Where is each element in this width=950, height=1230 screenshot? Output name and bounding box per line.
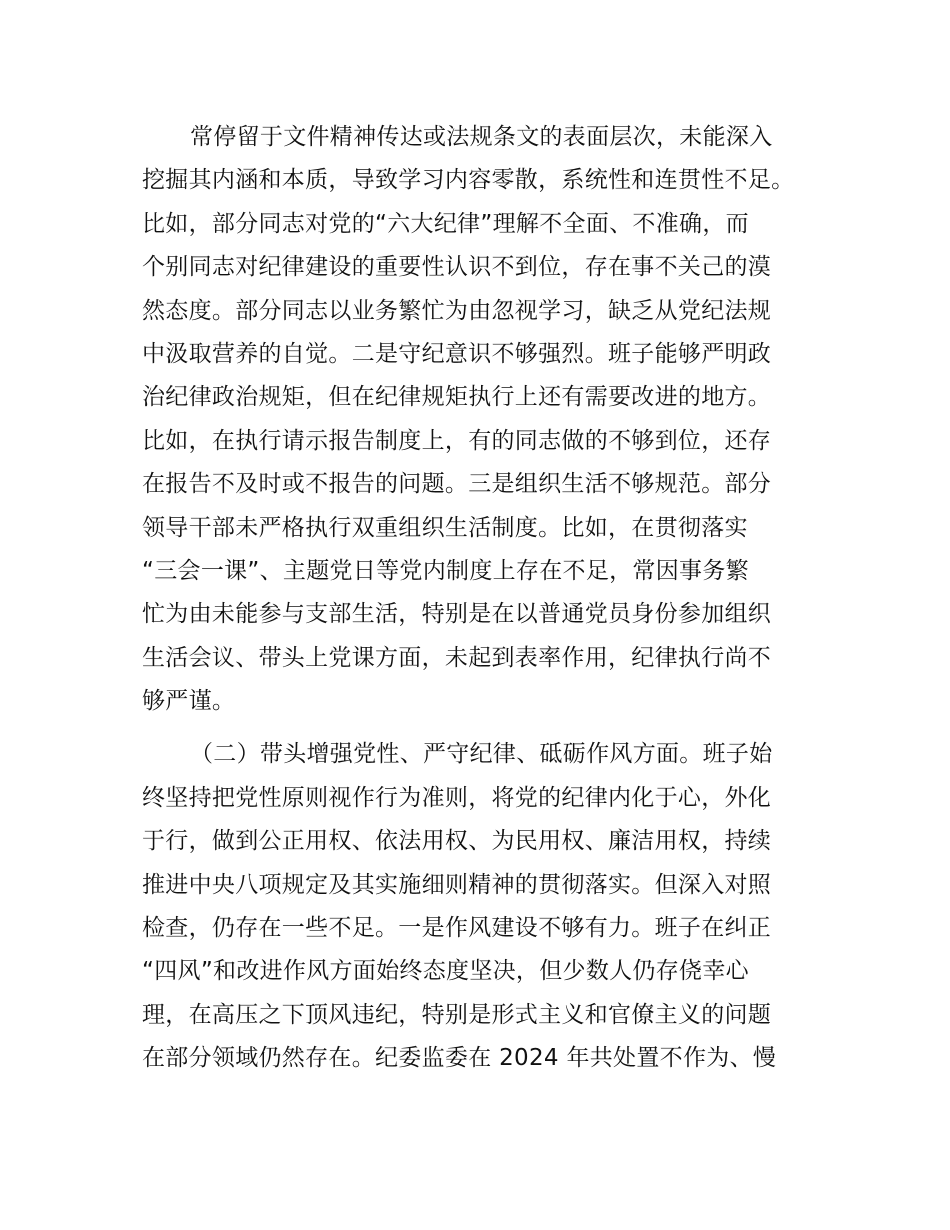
text-line: 检查，仍存在一些不足。一是作风建设不够有力。班子在纠正 <box>142 915 772 942</box>
text-line: 推进中央八项规定及其实施细则精神的贯彻落实。但深入对照 <box>142 871 772 898</box>
text-line: “四风”和改进作风方面始终态度坚决，但少数人仍存侥幸心 <box>142 958 749 985</box>
text-line: 生活会议、带头上党课方面，未起到表率作用，纪律执行尚不 <box>142 644 772 671</box>
text-line: 比如，在执行请示报告制度上，有的同志做的不够到位，还存 <box>142 427 772 454</box>
text-line: 常停留于文件精神传达或法规条文的表面层次，未能深入 <box>190 124 773 150</box>
text-line: 于行，做到公正用权、依法用权、为民用权、廉洁用权，持续 <box>142 828 772 855</box>
text-line: 个别同志对纪律建设的重要性认识不到位，存在事不关己的漠 <box>142 254 772 281</box>
text-line: 理，在高压之下顶风违纪，特别是形式主义和官僚主义的问题 <box>142 1001 772 1028</box>
text-line: 在部分领域仍然存在。纪委监委在 2024 年共处置不作为、慢 <box>142 1045 777 1072</box>
text-line: 终坚持把党性原则视作行为准则，将党的纪律内化于心，外化 <box>142 784 772 811</box>
text-line: 比如，部分同志对党的“六大纪律”理解不全面、不准确，而 <box>142 210 749 237</box>
text-line: 然态度。部分同志以业务繁忙为由忽视学习，缺乏从党纪法规 <box>142 297 772 324</box>
text-line: （二）带头增强党性、严守纪律、砥砺作风方面。班子始 <box>190 741 773 768</box>
paragraph-spacer <box>142 723 814 733</box>
text-line: 领导干部未严格执行双重组织生活制度。比如，在贯彻落实 <box>142 514 748 541</box>
paragraph-2 <box>142 733 814 1080</box>
paragraph-1 <box>142 116 814 723</box>
text-line: 挖掘其内涵和本质，导致学习内容零散，系统性和连贯性不足。 <box>142 167 795 194</box>
text-line: “三会一课”、主题党日等党内制度上存在不足，常因事务繁 <box>142 557 749 584</box>
text-line: 在报告不及时或不报告的问题。三是组织生活不够规范。部分 <box>142 471 772 498</box>
text-line: 忙为由未能参与支部生活，特别是在以普通党员身份参加组织 <box>142 601 772 628</box>
text-line: 治纪律政治规矩，但在纪律规矩执行上还有需要改进的地方。 <box>142 384 772 411</box>
text-line: 中汲取营养的自觉。二是守纪意识不够强烈。班子能够严明政 <box>142 340 772 367</box>
text-line: 够严谨。 <box>142 688 236 715</box>
document-body <box>142 116 814 1081</box>
